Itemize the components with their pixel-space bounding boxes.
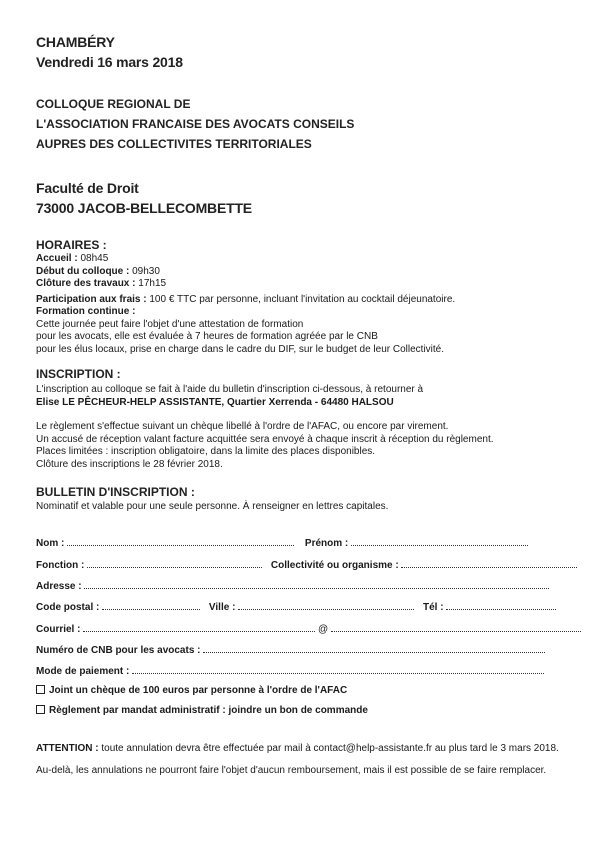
inscription-line: Le règlement s'effectue suivant un chèque libellé à l'ordre de l'AFAC, ou encore par virement. (36, 421, 449, 432)
title-line-1: COLLOQUE REGIONAL DE (36, 97, 191, 111)
ville-label: Ville : (208, 602, 236, 613)
attention-line-2: Au-delà, les annulations ne pourront faire l'objet d'aucun remboursement, mais il est possible de se faire remplacer. (36, 765, 547, 776)
mode-label: Mode de paiement : (36, 666, 130, 677)
horaire-item: Clôture des travaux : 17h15 (36, 278, 167, 289)
inscription-line: Clôture des inscriptions le 28 février 2018. (36, 458, 223, 470)
courriel-field-user[interactable] (83, 622, 315, 632)
option-cheque[interactable] (36, 685, 347, 696)
checkbox-icon[interactable] (36, 705, 45, 714)
prenom-field[interactable] (351, 536, 528, 546)
attention-line (36, 743, 559, 756)
city-heading: CHAMBÉRY (36, 34, 115, 50)
inscription-details (36, 421, 494, 471)
option-mandat-label: Règlement par mandat administratif : joindre un bon de commande (49, 705, 368, 716)
form-row-courriel (36, 622, 581, 635)
formation-label: Formation continue : (36, 306, 136, 317)
inscription-line: Un accusé de réception valant facture acquittée sera envoyé à chaque inscrit à réception du règlement. (36, 433, 494, 445)
courriel-field-domain[interactable] (331, 622, 581, 632)
form-row-fonction (36, 558, 577, 571)
attention-text: toute annulation devra être effectuée par mail à contact@help-assistante.fr au plus tard le 3 mars 2018. (98, 743, 559, 754)
collectivite-field[interactable] (401, 558, 577, 568)
horaire-item: Accueil : 08h45 (36, 253, 109, 264)
nom-label: Nom : (36, 538, 65, 549)
venue-line-2: 73000 JACOB-BELLECOMBETTE (36, 200, 252, 216)
adresse-field[interactable] (84, 579, 549, 589)
inscription-line: Places limitées : inscription obligatoire, dans la limite des places disponibles. (36, 446, 376, 457)
formation-line: pour les avocats, elle est évaluée à 7 heures de formation agréée par le CNB (36, 331, 378, 342)
checkbox-icon[interactable] (36, 685, 45, 694)
tel-field[interactable] (446, 600, 556, 610)
cnb-label: Numéro de CNB pour les avocats : (36, 645, 201, 656)
date-heading: Vendredi 16 mars 2018 (36, 54, 183, 70)
bulletin-subtitle: Nominatif et valable pour une seule personne. À renseigner en lettres capitales. (36, 501, 389, 512)
fonction-label: Fonction : (36, 560, 85, 571)
title-line-2: L'ASSOCIATION FRANCAISE DES AVOCATS CONSEILS (36, 117, 355, 131)
adresse-label: Adresse : (36, 581, 82, 592)
mode-field[interactable] (132, 664, 544, 674)
formation-line: Cette journée peut faire l'objet d'une attestation de formation (36, 318, 304, 330)
tel-label: Tél : (422, 602, 444, 613)
horaires-heading: HORAIRES : (36, 238, 107, 252)
fonction-field[interactable] (87, 558, 262, 568)
title-line-3: AUPRES DES COLLECTIVITES TERRITORIALES (36, 137, 312, 151)
collectivite-label: Collectivité ou organisme : (270, 560, 399, 571)
venue-line-1: Faculté de Droit (36, 180, 139, 196)
nom-field[interactable] (67, 536, 294, 546)
attention-label: ATTENTION : (36, 743, 99, 754)
code-postal-label: Code postal : (36, 602, 100, 613)
inscription-heading: INSCRIPTION : (36, 367, 121, 381)
code-postal-field[interactable] (102, 600, 200, 610)
option-cheque-label: Joint un chèque de 100 euros par personne à l'ordre de l'AFAC (49, 685, 348, 696)
ville-field[interactable] (238, 600, 414, 610)
bulletin-heading: BULLETIN D'INSCRIPTION : (36, 485, 195, 499)
form-row-nom (36, 536, 528, 549)
form-row-cnb (36, 643, 545, 656)
cnb-field[interactable] (203, 643, 545, 653)
horaire-item: Participation aux frais : 100 € TTC par personne, incluant l'invitation au cocktail déjeunatoire. (36, 293, 456, 305)
form-row-code-postal (36, 600, 556, 613)
horaire-item: Début du colloque : 09h30 (36, 265, 160, 277)
inscription-address: Elise LE PÊCHEUR-HELP ASSISTANTE, Quartier Xerrenda - 64480 HALSOU (36, 396, 394, 408)
formation-line: pour les élus locaux, prise en charge dans le cadre du DIF, sur le budget de leur Collectivité. (36, 343, 445, 355)
horaires-list (36, 253, 455, 356)
inscription-intro-block (36, 384, 423, 409)
at-sign: @ (318, 624, 329, 635)
inscription-intro: L'inscription au colloque se fait à l'aide du bulletin d'inscription ci-dessous, à retourner à (36, 384, 424, 395)
option-mandat[interactable] (36, 705, 368, 716)
prenom-label: Prénom : (304, 538, 349, 549)
form-row-adresse (36, 579, 549, 592)
form-row-mode (36, 664, 544, 677)
courriel-label: Courriel : (36, 624, 81, 635)
